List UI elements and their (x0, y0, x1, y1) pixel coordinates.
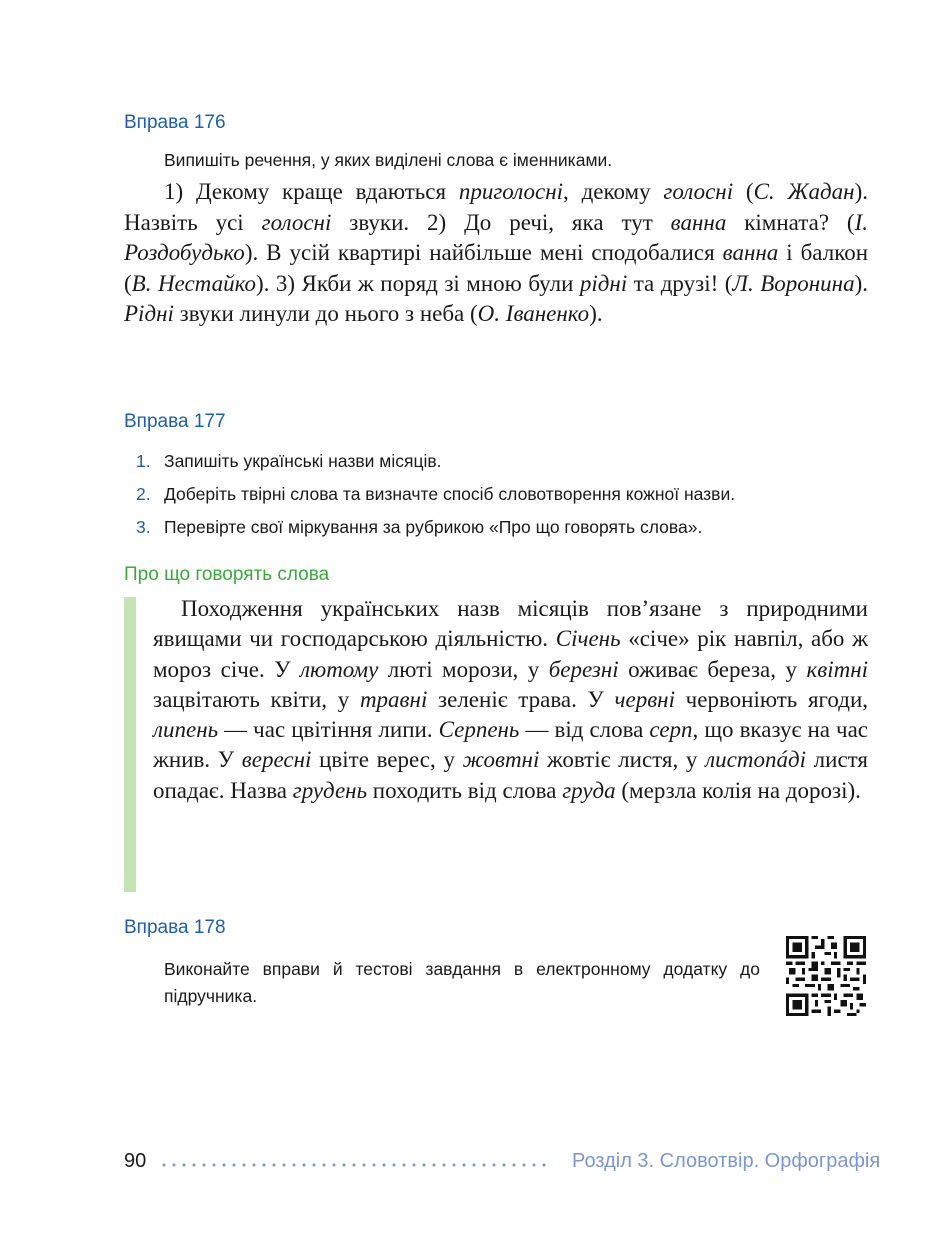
italic-run: груда (562, 777, 616, 803)
exercise-176-heading: Вправа 176 (124, 112, 226, 133)
italic-run: голосні (261, 209, 332, 235)
italic-run: Рідні (124, 301, 174, 326)
exercise-176-task: Випишіть речення, у яких виділені слова є іменниками. (164, 150, 613, 170)
text-run: червоніють ягоди, (674, 686, 869, 712)
italic-run: грудень (292, 777, 368, 803)
list-item-text: Доберіть твірні слова та визначте спосіб словотворення кожної назви. (164, 484, 736, 504)
text-run: цвіте верес, у (311, 747, 463, 773)
exercise-178-task: Виконайте вправи й тестові завдання в електронному додатку до підручника. (164, 959, 760, 1006)
italic-run: О. Іваненко (477, 301, 590, 326)
text-run: ). (854, 270, 869, 296)
text-run: та друзі! ( (627, 270, 733, 296)
text-run: звуки. 2) До речі, яка тут (331, 209, 671, 235)
exercise-177-item-3 (136, 517, 702, 538)
italic-run: В. Нестайко (131, 270, 256, 296)
text-run: і балкон ( (124, 240, 869, 296)
list-number: 1. (136, 451, 151, 471)
text-run: жовтіє листя, у (539, 747, 706, 773)
text-run: ). (589, 301, 603, 326)
italic-run: листопáді (705, 747, 806, 773)
text-run: 1) Декому краще вдаються (164, 179, 459, 204)
italic-run: голосні (663, 179, 734, 204)
exercise-176-text (124, 177, 868, 330)
text-run: , декому (563, 179, 664, 204)
italic-run: квітні (806, 656, 868, 682)
italic-run: жовтні (462, 747, 540, 773)
text-run: звуки линули до нього з неба ( (173, 301, 478, 326)
italic-run: І. Роздобудько (124, 209, 869, 265)
text-run: ( (733, 179, 754, 204)
text-run: «січе» рік навпіл, або ж мороз січе. У (153, 626, 868, 682)
text-run: оживає береза, у (618, 656, 807, 682)
exercise-177-heading: Вправа 177 (124, 411, 226, 432)
italic-run: вересні (241, 747, 312, 773)
text-run: — від слова (519, 717, 650, 743)
rubric-accent-bar (124, 597, 136, 892)
text-run: походить від слова (367, 777, 563, 803)
rubric-paragraph (153, 594, 868, 806)
text-run: листя опадає. Назва (153, 747, 868, 803)
italic-run: липень (153, 717, 219, 743)
italic-run: червні (614, 686, 675, 712)
rubric-heading: Про що говорять слова (124, 564, 330, 585)
exercise-176-paragraph (124, 177, 868, 330)
page-number: 90 (124, 1150, 147, 1172)
text-run: ). 3) Якби ж поряд зі мною були (255, 270, 580, 296)
italic-run: приголосні (458, 179, 564, 204)
footer-section-title: Розділ 3. Словотвір. Орфографія (572, 1150, 881, 1172)
italic-run: ванна (670, 209, 727, 235)
rubric-text (153, 594, 868, 806)
text-run: ). Назвіть усі (124, 179, 868, 235)
list-number: 3. (136, 517, 151, 537)
text-run: кімната? ( (726, 209, 855, 235)
exercise-177-item-1 (136, 451, 442, 472)
text-run: Походження українських назв місяців пов’язане з природними явищами чи господарською діяльністю. (153, 596, 868, 652)
list-item-text: Запишіть українські назви місяців. (164, 451, 442, 471)
text-run: зеленіє трава. У (427, 686, 615, 712)
text-run: зацвітають квіти, у (153, 686, 360, 712)
italic-run: Січень (555, 626, 621, 652)
text-run: (мерзла колія на дорозі). (615, 777, 861, 803)
italic-run: лютому (299, 656, 379, 682)
text-run: ). В усій квартирі найбільше мені сподобалися (244, 240, 723, 265)
italic-run: С. Жадан (753, 179, 855, 204)
italic-run: березні (548, 656, 619, 682)
italic-run: травні (359, 686, 428, 712)
list-number: 2. (136, 484, 151, 504)
text-run: — час цвітіння липи. (218, 717, 439, 743)
italic-run: ванна (722, 240, 779, 265)
exercise-178-heading: Вправа 178 (124, 917, 226, 938)
footer-dotted-rule (162, 1163, 552, 1167)
italic-run: Л. Воронина (732, 270, 855, 296)
text-run: , що вказує на час жнив. У (153, 717, 868, 773)
text-run: люті морози, у (378, 656, 549, 682)
italic-run: серп (649, 717, 693, 743)
italic-run: Серпень (438, 717, 520, 743)
exercise-177-item-2 (136, 484, 735, 505)
list-item-text: Перевірте свої міркування за рубрикою «Про що говорять слова». (164, 517, 703, 537)
italic-run: рідні (579, 270, 628, 296)
qr-code-icon[interactable] (786, 936, 866, 1016)
